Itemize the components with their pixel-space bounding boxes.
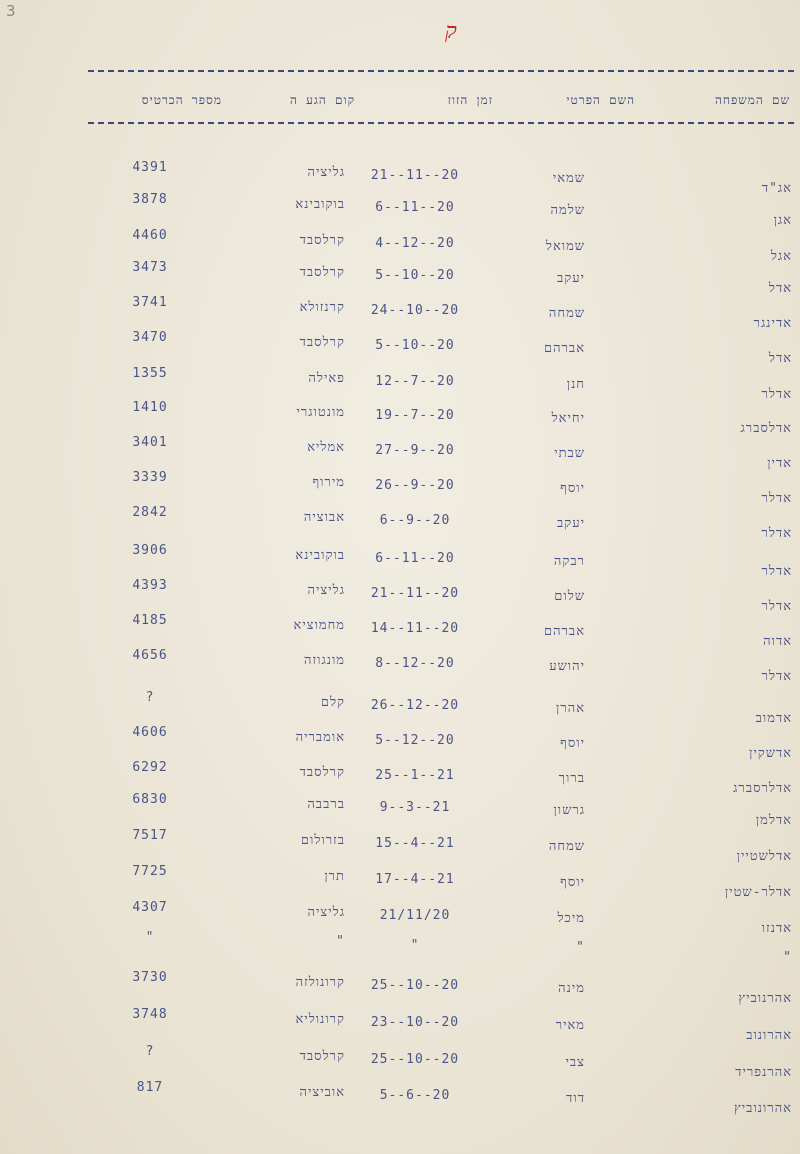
date-cell: 6--9--20	[379, 513, 451, 528]
table-row	[0, 970, 800, 1008]
place-cell: אומבריה	[295, 730, 345, 745]
table-row	[0, 1007, 800, 1045]
place-cell: בוקובינא	[295, 548, 345, 563]
date-cell: 9--3--21	[379, 800, 451, 815]
file-number-cell: 1355	[132, 366, 168, 381]
file-number-cell: 6292	[132, 760, 168, 775]
table-row	[0, 505, 800, 543]
first-name-cell: מאיר	[555, 1018, 585, 1033]
surname-cell: אדלר	[761, 564, 792, 579]
file-number-cell: 7725	[132, 864, 168, 879]
place-cell: מונטוגרי	[296, 405, 345, 420]
first-name-cell: שבתי	[554, 446, 585, 461]
place-cell: קרלסבד	[299, 233, 345, 248]
file-number-cell: ?	[145, 1044, 155, 1059]
date-cell: 25--1--21	[375, 768, 455, 783]
header-rule-top	[88, 70, 794, 72]
first-name-cell: "	[576, 940, 585, 955]
file-number-cell: 2842	[132, 505, 168, 520]
table-row	[0, 648, 800, 686]
place-cell: מחמוציא	[293, 618, 345, 633]
first-name-cell: שלמה	[550, 203, 585, 218]
date-cell: 6--11--20	[375, 551, 455, 566]
table-row	[0, 543, 800, 581]
first-name-cell: שמאי	[552, 171, 585, 186]
date-cell: 4--12--20	[375, 236, 455, 251]
surname-cell: אדלר	[761, 387, 792, 402]
table-row	[0, 1044, 800, 1082]
surname-cell: אהרנוביץ	[738, 991, 792, 1006]
surname-cell: אדלשטיין	[736, 849, 792, 864]
file-number-cell: 3730	[132, 970, 168, 985]
file-number-cell: 3878	[132, 192, 168, 207]
file-number-cell: 1410	[132, 400, 168, 415]
place-cell: גליציה	[307, 165, 345, 180]
first-name-cell: יעקב	[557, 516, 585, 531]
file-number-cell: "	[145, 930, 155, 945]
place-cell: תרן	[324, 869, 345, 884]
place-cell: קרלסבד	[299, 265, 345, 280]
first-name-cell: שמחה	[548, 839, 585, 854]
file-number-cell: 4185	[132, 613, 168, 628]
surname-cell: אהרונוביץ	[734, 1101, 792, 1116]
surname-cell: אדלר	[761, 669, 792, 684]
date-cell: 19--7--20	[375, 408, 455, 423]
date-cell: 6--11--20	[375, 200, 455, 215]
place-cell: קרונוליא	[295, 1012, 345, 1027]
file-number-cell: 3473	[132, 260, 168, 275]
table-row	[0, 792, 800, 830]
file-number-cell: 3741	[132, 295, 168, 310]
header-rule-bottom	[88, 122, 794, 124]
place-cell: בוקובינא	[295, 197, 345, 212]
table-row	[0, 330, 800, 368]
date-cell: 15--4--21	[375, 836, 455, 851]
date-cell: 21/11/20	[379, 908, 451, 923]
date-cell: 25--10--20	[370, 978, 460, 993]
place-cell: קרלסבד	[299, 765, 345, 780]
surname-cell: אדנזו	[761, 921, 792, 936]
file-number-cell: 7517	[132, 828, 168, 843]
file-number-cell: 4656	[132, 648, 168, 663]
date-cell: 27--9--20	[375, 443, 455, 458]
surname-cell: אדל	[768, 281, 792, 296]
file-number-cell: 3470	[132, 330, 168, 345]
surname-cell: אגל	[770, 249, 792, 264]
date-cell: 5--10--20	[375, 268, 455, 283]
file-number-cell: 3339	[132, 470, 168, 485]
table-row	[0, 260, 800, 298]
table-row	[0, 578, 800, 616]
table-row	[0, 930, 800, 968]
header-first-name: השם הפרטי	[566, 93, 635, 107]
date-cell: 25--10--20	[370, 1052, 460, 1067]
surname-cell: אדינגר	[753, 316, 792, 331]
surname-cell: אהרונוב	[746, 1028, 792, 1043]
first-name-cell: מינה	[558, 981, 585, 996]
date-cell: "	[410, 938, 420, 953]
date-cell: 8--12--20	[375, 656, 455, 671]
date-cell: 17--4--21	[375, 872, 455, 887]
date-cell: 21--11--20	[370, 168, 460, 183]
first-name-cell: יעקב	[557, 271, 585, 286]
table-row	[0, 470, 800, 508]
place-cell: בזרולום	[300, 833, 345, 848]
first-name-cell: יוסף	[560, 481, 585, 496]
first-name-cell: גרשון	[553, 803, 585, 818]
first-name-cell: רבקה	[553, 554, 585, 569]
page-corner-number: 3	[6, 2, 16, 20]
first-name-cell: דוד	[566, 1091, 585, 1106]
surname-cell: אדלר	[761, 526, 792, 541]
place-cell: ברבבה	[307, 797, 345, 812]
first-name-cell: שלום	[554, 589, 585, 604]
surname-cell: אדלר	[761, 491, 792, 506]
surname-cell: אדין	[767, 456, 792, 471]
surname-cell: אדלר-שטין	[724, 885, 792, 900]
surname-cell: אגן	[773, 213, 792, 228]
place-cell: קרונולזה	[295, 975, 345, 990]
date-cell: 5--12--20	[375, 733, 455, 748]
table-row	[0, 613, 800, 651]
place-cell: גליציה	[307, 583, 345, 598]
table-row	[0, 725, 800, 763]
first-name-cell: אהרן	[556, 701, 585, 716]
table-row	[0, 828, 800, 866]
file-number-cell: 3401	[132, 435, 168, 450]
surname-cell: אדלמן	[755, 813, 792, 828]
surname-cell: "	[783, 950, 792, 965]
date-cell: 5--6--20	[379, 1088, 451, 1103]
pencil-mark: ק	[445, 19, 457, 44]
table-row	[0, 400, 800, 438]
surname-cell: אדמוב	[755, 711, 792, 726]
table-row	[0, 690, 800, 728]
place-cell: קרלסבד	[299, 1049, 345, 1064]
first-name-cell: אברהם	[543, 624, 585, 639]
table-row	[0, 1080, 800, 1118]
file-number-cell: 4460	[132, 228, 168, 243]
first-name-cell: מיכל	[557, 911, 585, 926]
date-cell: 26--12--20	[370, 698, 460, 713]
place-cell: אוביציה	[299, 1085, 345, 1100]
date-cell: 5--10--20	[375, 338, 455, 353]
header-place: קום הגע ה	[290, 93, 355, 107]
first-name-cell: חנן	[566, 377, 585, 392]
header-file-number: מספר הכרטיס	[141, 93, 222, 107]
surname-cell: אדלרסברג	[733, 781, 792, 796]
surname-cell: אדוה	[763, 634, 792, 649]
table-row	[0, 864, 800, 902]
date-cell: 23--10--20	[370, 1015, 460, 1030]
table-row	[0, 435, 800, 473]
date-cell: 12--7--20	[375, 374, 455, 389]
date-cell: 21--11--20	[370, 586, 460, 601]
first-name-cell: שמואל	[545, 239, 585, 254]
file-number-cell: 4393	[132, 578, 168, 593]
file-number-cell: 817	[136, 1080, 164, 1095]
place-cell: פאילה	[308, 371, 345, 386]
header-surname: שם המשפחה	[714, 93, 790, 107]
file-number-cell: 4307	[132, 900, 168, 915]
place-cell: קרנזולא	[299, 300, 345, 315]
file-number-cell: 4391	[132, 160, 168, 175]
place-cell: "	[336, 934, 345, 949]
first-name-cell: יהושע	[549, 659, 585, 674]
file-number-cell: 3906	[132, 543, 168, 558]
date-cell: 26--9--20	[375, 478, 455, 493]
place-cell: קלם	[320, 695, 345, 710]
file-number-cell: ?	[145, 690, 155, 705]
surname-cell: אדשקין	[749, 746, 792, 761]
date-cell: 24--10--20	[370, 303, 460, 318]
file-number-cell: 6830	[132, 792, 168, 807]
first-name-cell: שמחה	[548, 306, 585, 321]
file-number-cell: 3748	[132, 1007, 168, 1022]
place-cell: קרלסבד	[299, 335, 345, 350]
surname-cell: אדל	[768, 351, 792, 366]
first-name-cell: יחיאל	[551, 411, 585, 426]
date-cell: 14--11--20	[370, 621, 460, 636]
place-cell: גליציה	[307, 905, 345, 920]
file-number-cell: 4606	[132, 725, 168, 740]
table-row	[0, 192, 800, 230]
surname-cell: אדלר	[761, 599, 792, 614]
first-name-cell: יוסף	[560, 736, 585, 751]
place-cell: אמליא	[307, 440, 345, 455]
table-row	[0, 295, 800, 333]
surname-cell: אהרנפריד	[735, 1065, 792, 1080]
place-cell: מירוף	[312, 475, 345, 490]
first-name-cell: ברוך	[558, 771, 585, 786]
first-name-cell: אברהם	[543, 341, 585, 356]
first-name-cell: צבי	[565, 1055, 585, 1070]
place-cell: מונגוזה	[304, 653, 345, 668]
place-cell: אבוציה	[303, 510, 345, 525]
surname-cell: אדלסברג	[740, 421, 792, 436]
first-name-cell: יוסף	[560, 875, 585, 890]
surname-cell: אג"ד	[761, 181, 792, 196]
header-departure-time: זמן הזוז	[447, 93, 493, 107]
